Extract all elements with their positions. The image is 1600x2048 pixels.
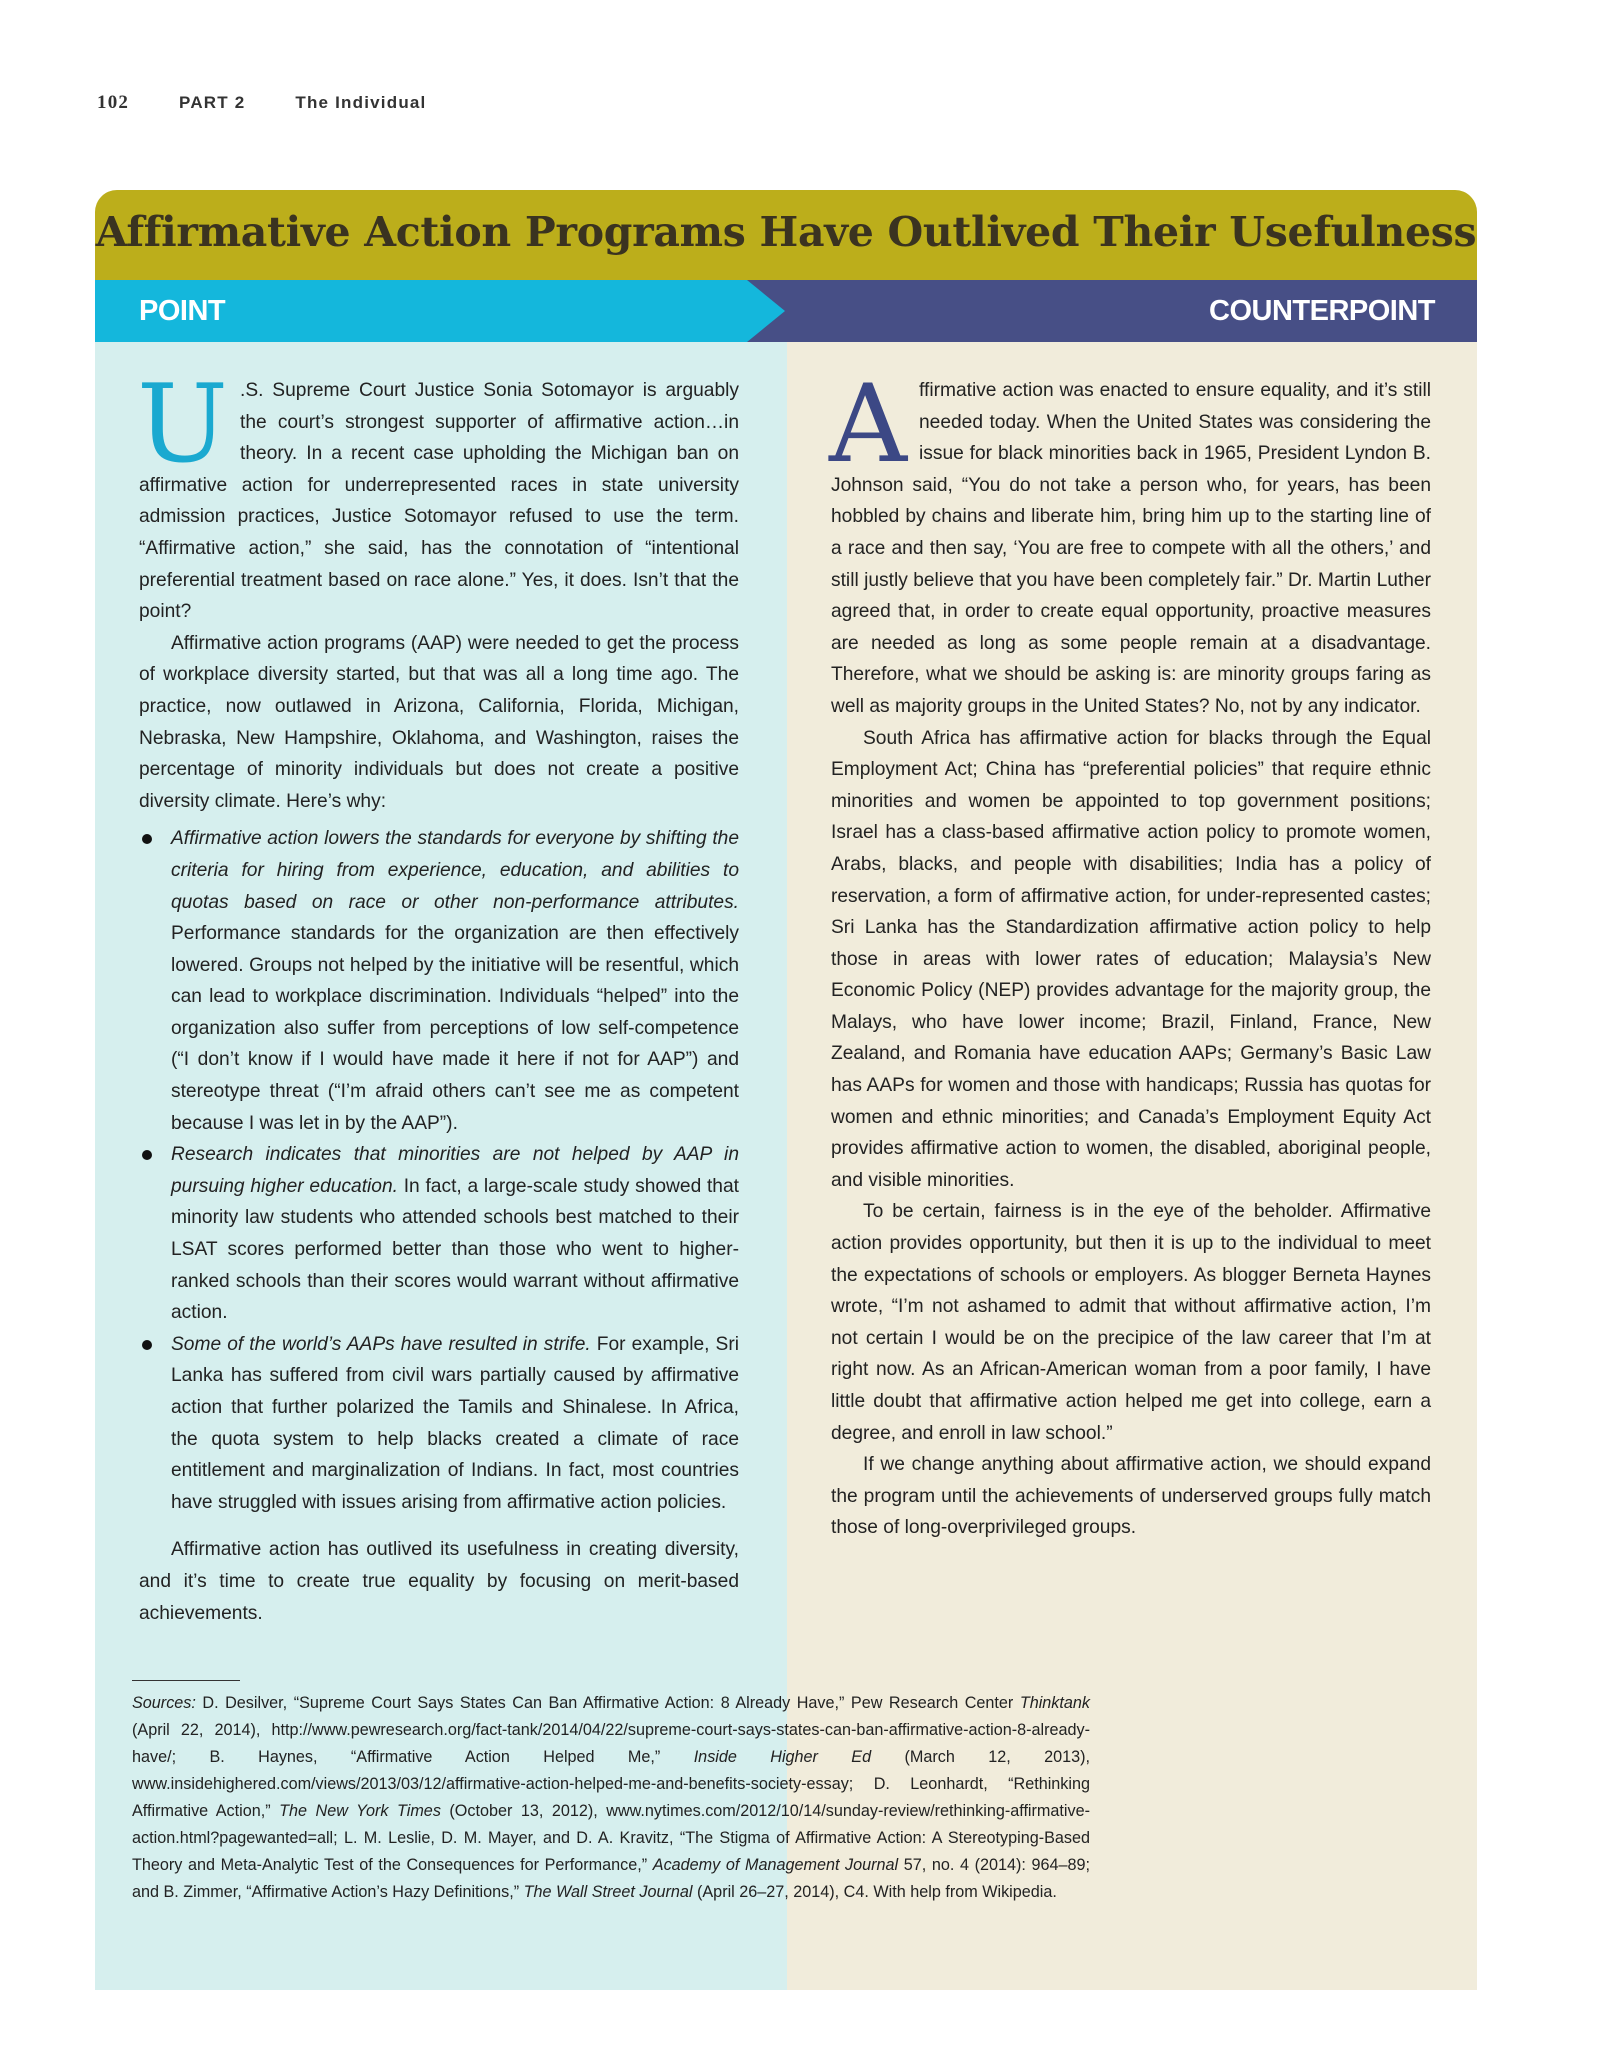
running-head [97,92,470,114]
bullet-body: For example, Sri Lanka has suffered from civil wars partially caused by affirmative action that further polarized the Tamils and Shinalese. In Africa, the quota system to help blacks created a climate of race entitlement and marginalization of Indians. In fact, most countries have struggled with issues arising from affirmative action policies. [171,1333,739,1513]
page-number: 102 [97,92,130,113]
list-item [139,1329,739,1519]
counterpoint-band [785,280,1477,342]
bullet-lead: Research indicates that minorities are not helped by AAP in pursuing higher education. [171,1144,739,1197]
source-publication: Inside Higher Ed [693,1748,872,1766]
point-paragraph-2: Affirmative action programs (AAP) were needed to get the process of workplace diversity started, but that was all a long time ago. The practice, now outlawed in Arizona, California, Florida, Michigan, Nebraska, New Hampshire, Oklahoma, and Washington, raises the percentage of minority individuals but does not create a positive diversity climate. Here’s why: [139,632,739,812]
point-counterpoint-panel [95,190,1477,1990]
list-item [139,823,739,1139]
counterpoint-paragraph-4: If we change anything about affirmative action, we should expand the program until the achievements of underserved groups fully match those of long-overprivileged groups. [831,1454,1431,1539]
point-closing-paragraph: Affirmative action has outlived its usefulness in creating diversity, and it’s time to create true equality by focusing on merit-based achievements. [139,1539,739,1624]
source-text: 57, no. 4 (2014): 964–89; and B. Zimmer, “Affirmative Action’s Hazy Definitions,” [132,1856,1091,1901]
title-bar [95,190,1477,280]
point-bullet-list [139,823,739,1518]
source-text: (October 13, 2012), www.nytimes.com/2012/10/14/sunday-review/rethinking-affirmative-action.html?pagewanted=all; L. M. Leslie, D. M. Mayer, and D. A. Kravitz, “The Stigma of Affirmative Action: A Stereotyping-Based Theory and Meta-Analytic Test of the Consequences for Performance,” [132,1802,1090,1874]
source-publication: Thinktank [1019,1694,1090,1712]
counterpoint-label: COUNTERPOINT [1209,295,1435,327]
counterpoint-paragraph-3: To be certain, fairness is in the eye of the beholder. Affirmative action provides opportunity, but then it is up to the individual to meet the expectations of schools or employers. As blogger Berneta Haynes wrote, “I’m not ashamed to admit that without affirmative action, I’m not certain I would be on the precipice of the law career that I’m at right now. As an African-American woman from a poor family, I have little doubt that affirmative action helped me get into college, earn a degree, and enroll in law school.” [831,1201,1431,1444]
point-band [95,280,785,342]
source-publication: The New York Times [279,1802,441,1820]
point-paragraph-1 [137,362,739,628]
source-text: (April 26–27, 2014), C4. With help from Wikipedia. [692,1883,1057,1901]
list-item [139,1139,739,1329]
counterpoint-paragraph-1-text: ffirmative action was enacted to ensure equality, and it’s still needed today. When the United States was considering the issue for black minorities back in 1965, President Lyndon B. Johnson said, “You do not take a person who, for years, has been hobbled by chains and liberate him, bring him up to the starting line of a race and then say, ‘You are free to compete with all the others,’ and still justly believe that you have been completely fair.” Dr. Martin Luther agreed that, in order to create equal opportunity, proactive measures are needed as long as some people remain at a disadvantage. Therefore, what we should be asking is: are minority groups faring as well as majority groups in the United States? No, not by any indicator. [831,380,1431,717]
point-text [137,362,739,1629]
bullet-body: In fact, a large-scale study showed that minority law students who attended schools best matched to their LSAT scores performed better than those who went to higher-ranked schools than their scores would warrant without affirmative action. [171,1175,739,1324]
source-text: D. Desilver, “Supreme Court Says States Can Ban Affirmative Action: 8 Already Have,” Pew Research Center [195,1694,1020,1712]
point-paragraph-1-text: .S. Supreme Court Justice Sonia Sotomayor is arguably the court’s strongest supporter of affirmative action…in theory. In a recent case upholding the Michigan ban on affirmative action for underrepresented races in state university admission practices, Justice Sotomayor refused to use the term. “Affirmative action,” she said, has the connotation of “intentional preferential treatment based on race alone.” Yes, it does. Isn’t that the point? [139,380,739,623]
part-label: PART 2 [179,93,246,112]
bullet-icon [142,1340,152,1350]
source-publication: The Wall Street Journal [523,1883,693,1901]
counterpoint-text [829,362,1431,1544]
sources-label: Sources: [132,1694,196,1712]
point-label: POINT [139,295,226,327]
source-text: (March 12, 2013), www.insidehighered.com/views/2013/03/12/affirmative-action-helped-me-and-benefits-society-essay; D. Leonhardt, “Rethinking Affirmative Action,” [132,1748,1090,1820]
drop-cap: U [137,362,229,487]
section-label: The Individual [295,93,427,112]
drop-cap: A [829,362,907,487]
counterpoint-paragraph-2: South Africa has affirmative action for blacks through the Equal Employment Act; China has “preferential policies” that require ethnic minorities and women be appointed to top government positions; Israel has a class-based affirmative action policy to promote women, Arabs, blacks, and people with disabilities; India has a policy of reservation, a form of affirmative action, for under-represented castes; Sri Lanka has the Standardization affirmative action policy to help those in areas with lower rates of education; Malaysia’s New Economic Policy (NEP) provides advantage for the majority group, the Malays, who have lower income; Brazil, Finland, France, New Zealand, and Romania have education AAPs; Germany’s Basic Law has AAPs for women and those with handicaps; Russia has quotas for women and ethnic minorities; and Canada’s Employment Equity Act provides affirmative action to women, the disabled, aboriginal people, and visible minorities. [831,727,1431,1191]
sources-footnote [132,1690,1090,1906]
page-title: Affirmative Action Programs Have Outlived Their Usefulness [95,208,1477,256]
bullet-lead: Affirmative action lowers the standards for everyone by shifting the criteria for hiring from experience, education, and abilities to quotas based on race or other non-performance attributes. [171,828,739,913]
bullet-lead: Some of the world’s AAPs have resulted in strife. [171,1333,591,1355]
counterpoint-paragraph-1 [829,362,1431,723]
source-publication: Academy of Management Journal [652,1856,899,1874]
bullet-body: Performance standards for the organization are then effectively lowered. Groups not helped by the initiative will be resentful, which can lead to workplace discrimination. Individuals “helped” into the organization also suffer from perceptions of low self-competence (“I don’t know if I would have made it here if not for AAP”) and stereotype threat (“I’m afraid others can’t see me as competent because I was let in by the AAP”). [171,923,739,1134]
sources-divider [132,1680,240,1681]
bullet-icon [142,1150,152,1160]
source-text: (April 22, 2014), http://www.pewresearch.org/fact-tank/2014/04/22/supreme-court-says-states-can-ban-affirmative-action-8-already-have/; B. Haynes, “Affirmative Action Helped Me,” [132,1721,1090,1766]
bullet-icon [142,834,152,844]
band-arrow-notch [747,280,807,342]
